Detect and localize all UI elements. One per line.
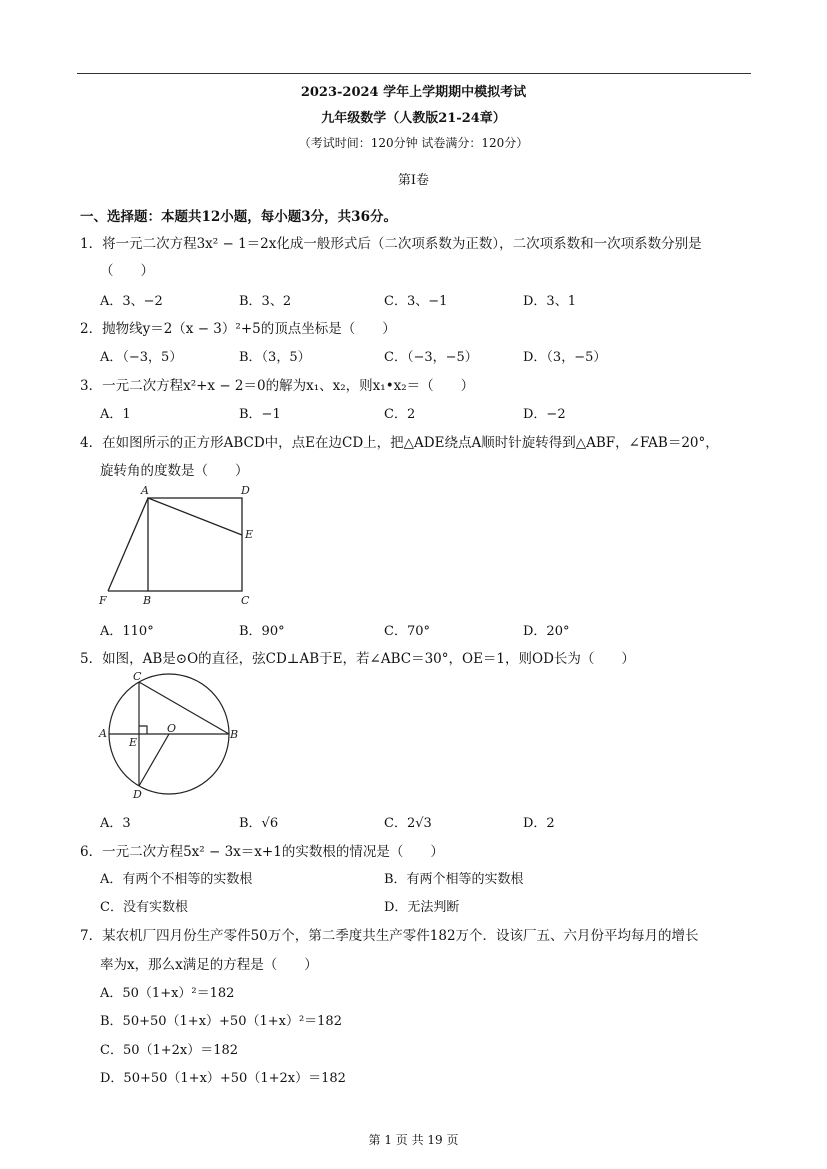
label-e: E — [129, 736, 138, 749]
q4-option-a: A．110° — [100, 624, 154, 639]
circle-figure — [95, 672, 245, 802]
label-c: C — [133, 672, 142, 683]
q1-option-d: D．3、1 — [523, 294, 576, 309]
q4-option-d: D．20° — [523, 624, 570, 639]
label-d: D — [133, 788, 142, 801]
q5-option-d: D．2 — [523, 816, 555, 831]
question-4-stem-cont: 旋转角的度数是（ ） — [100, 463, 249, 479]
exam-info: （考试时间：120分钟 试卷满分：120分） — [298, 136, 529, 150]
q3-option-c: C．2 — [384, 407, 416, 422]
q6-option-c: C．没有实数根 — [100, 900, 188, 915]
q2-option-c: C．（−3，−5） — [384, 350, 478, 365]
question-2-stem: 2．抛物线y＝2（x − 3）²+5的顶点坐标是（ ） — [80, 321, 396, 337]
q2-option-d: D．（3，−5） — [523, 350, 607, 365]
label-a: A — [141, 484, 149, 497]
q2-option-b: B．（3，5） — [239, 350, 311, 365]
question-7-stem-cont: 率为x，那么x满足的方程是（ ） — [100, 957, 318, 973]
q3-option-a: A．1 — [100, 407, 131, 422]
question-7-stem: 7．某农机厂四月份生产零件50万个，第二季度共生产零件182万个．设该厂五、六月份平均每月的增长 — [80, 928, 699, 944]
question-5-stem: 5．如图，AB是⊙O的直径，弦CD⊥AB于E，若∠ABC＝30°，OE＝1，则OD长为（ ） — [80, 651, 635, 667]
label-f: F — [99, 594, 107, 607]
q6-option-b: B．有两个相等的实数根 — [384, 872, 524, 887]
q7-option-a: A．50（1+x）²＝182 — [100, 986, 235, 1001]
volume-label: 第I卷 — [397, 173, 430, 188]
q1-option-b: B．3、2 — [239, 294, 292, 309]
q1-option-a: A．3、−2 — [100, 294, 163, 309]
q6-option-d: D．无法判断 — [384, 900, 460, 915]
section-heading: 一、选择题：本题共12小题，每小题3分，共36分。 — [80, 209, 397, 225]
q7-option-d: D．50+50（1+x）+50（1+2x）＝182 — [100, 1071, 346, 1086]
q7-option-c: C．50（1+2x）＝182 — [100, 1043, 239, 1058]
label-b: B — [230, 728, 239, 741]
q7-option-b: B．50+50（1+x）+50（1+x）²＝182 — [100, 1014, 342, 1029]
q4-option-b: B．90° — [239, 624, 285, 639]
label-e: E — [245, 528, 254, 541]
label-a: A — [99, 727, 107, 740]
q1-option-c: C．3、−1 — [384, 294, 448, 309]
q5-option-c: C．2√3 — [384, 816, 432, 831]
q4-option-c: C．70° — [384, 624, 430, 639]
q5-option-b: B．√6 — [239, 816, 279, 831]
q6-option-a: A．有两个不相等的实数根 — [100, 872, 253, 887]
label-c: C — [241, 594, 250, 607]
question-3-stem: 3．一元二次方程x²+x − 2＝0的解为x₁、x₂，则x₁•x₂＝（ ） — [80, 378, 475, 394]
label-o: O — [167, 722, 177, 735]
q3-option-d: D．−2 — [523, 407, 566, 422]
question-6-stem: 6．一元二次方程5x² − 3x＝x+1的实数根的情况是（ ） — [80, 844, 444, 860]
q5-option-a: A．3 — [100, 816, 131, 831]
square-rotation-figure — [95, 480, 265, 610]
question-1-stem: 1．将一元二次方程3x² − 1＝2x化成一般形式后（二次项系数为正数），二次项系数和一次项系数分别是 — [80, 236, 702, 252]
label-b: B — [143, 594, 152, 607]
page-footer: 第 1 页 共 19 页 — [368, 1133, 459, 1147]
question-1-stem-cont: （ ） — [100, 263, 154, 279]
q3-option-b: B．−1 — [239, 407, 281, 422]
exam-title: 2023-2024 学年上学期期中模拟考试 — [300, 85, 527, 100]
question-4-stem: 4．在如图所示的正方形ABCD中，点E在边CD上，把△ADE绕点A顺时针旋转得到△ABF，∠FAB＝20°， — [80, 435, 719, 451]
exam-subtitle: 九年级数学（人教版21-24章） — [321, 111, 506, 126]
header-rule — [77, 73, 751, 74]
label-d: D — [241, 484, 250, 497]
q2-option-a: A．（−3，5） — [100, 350, 183, 365]
